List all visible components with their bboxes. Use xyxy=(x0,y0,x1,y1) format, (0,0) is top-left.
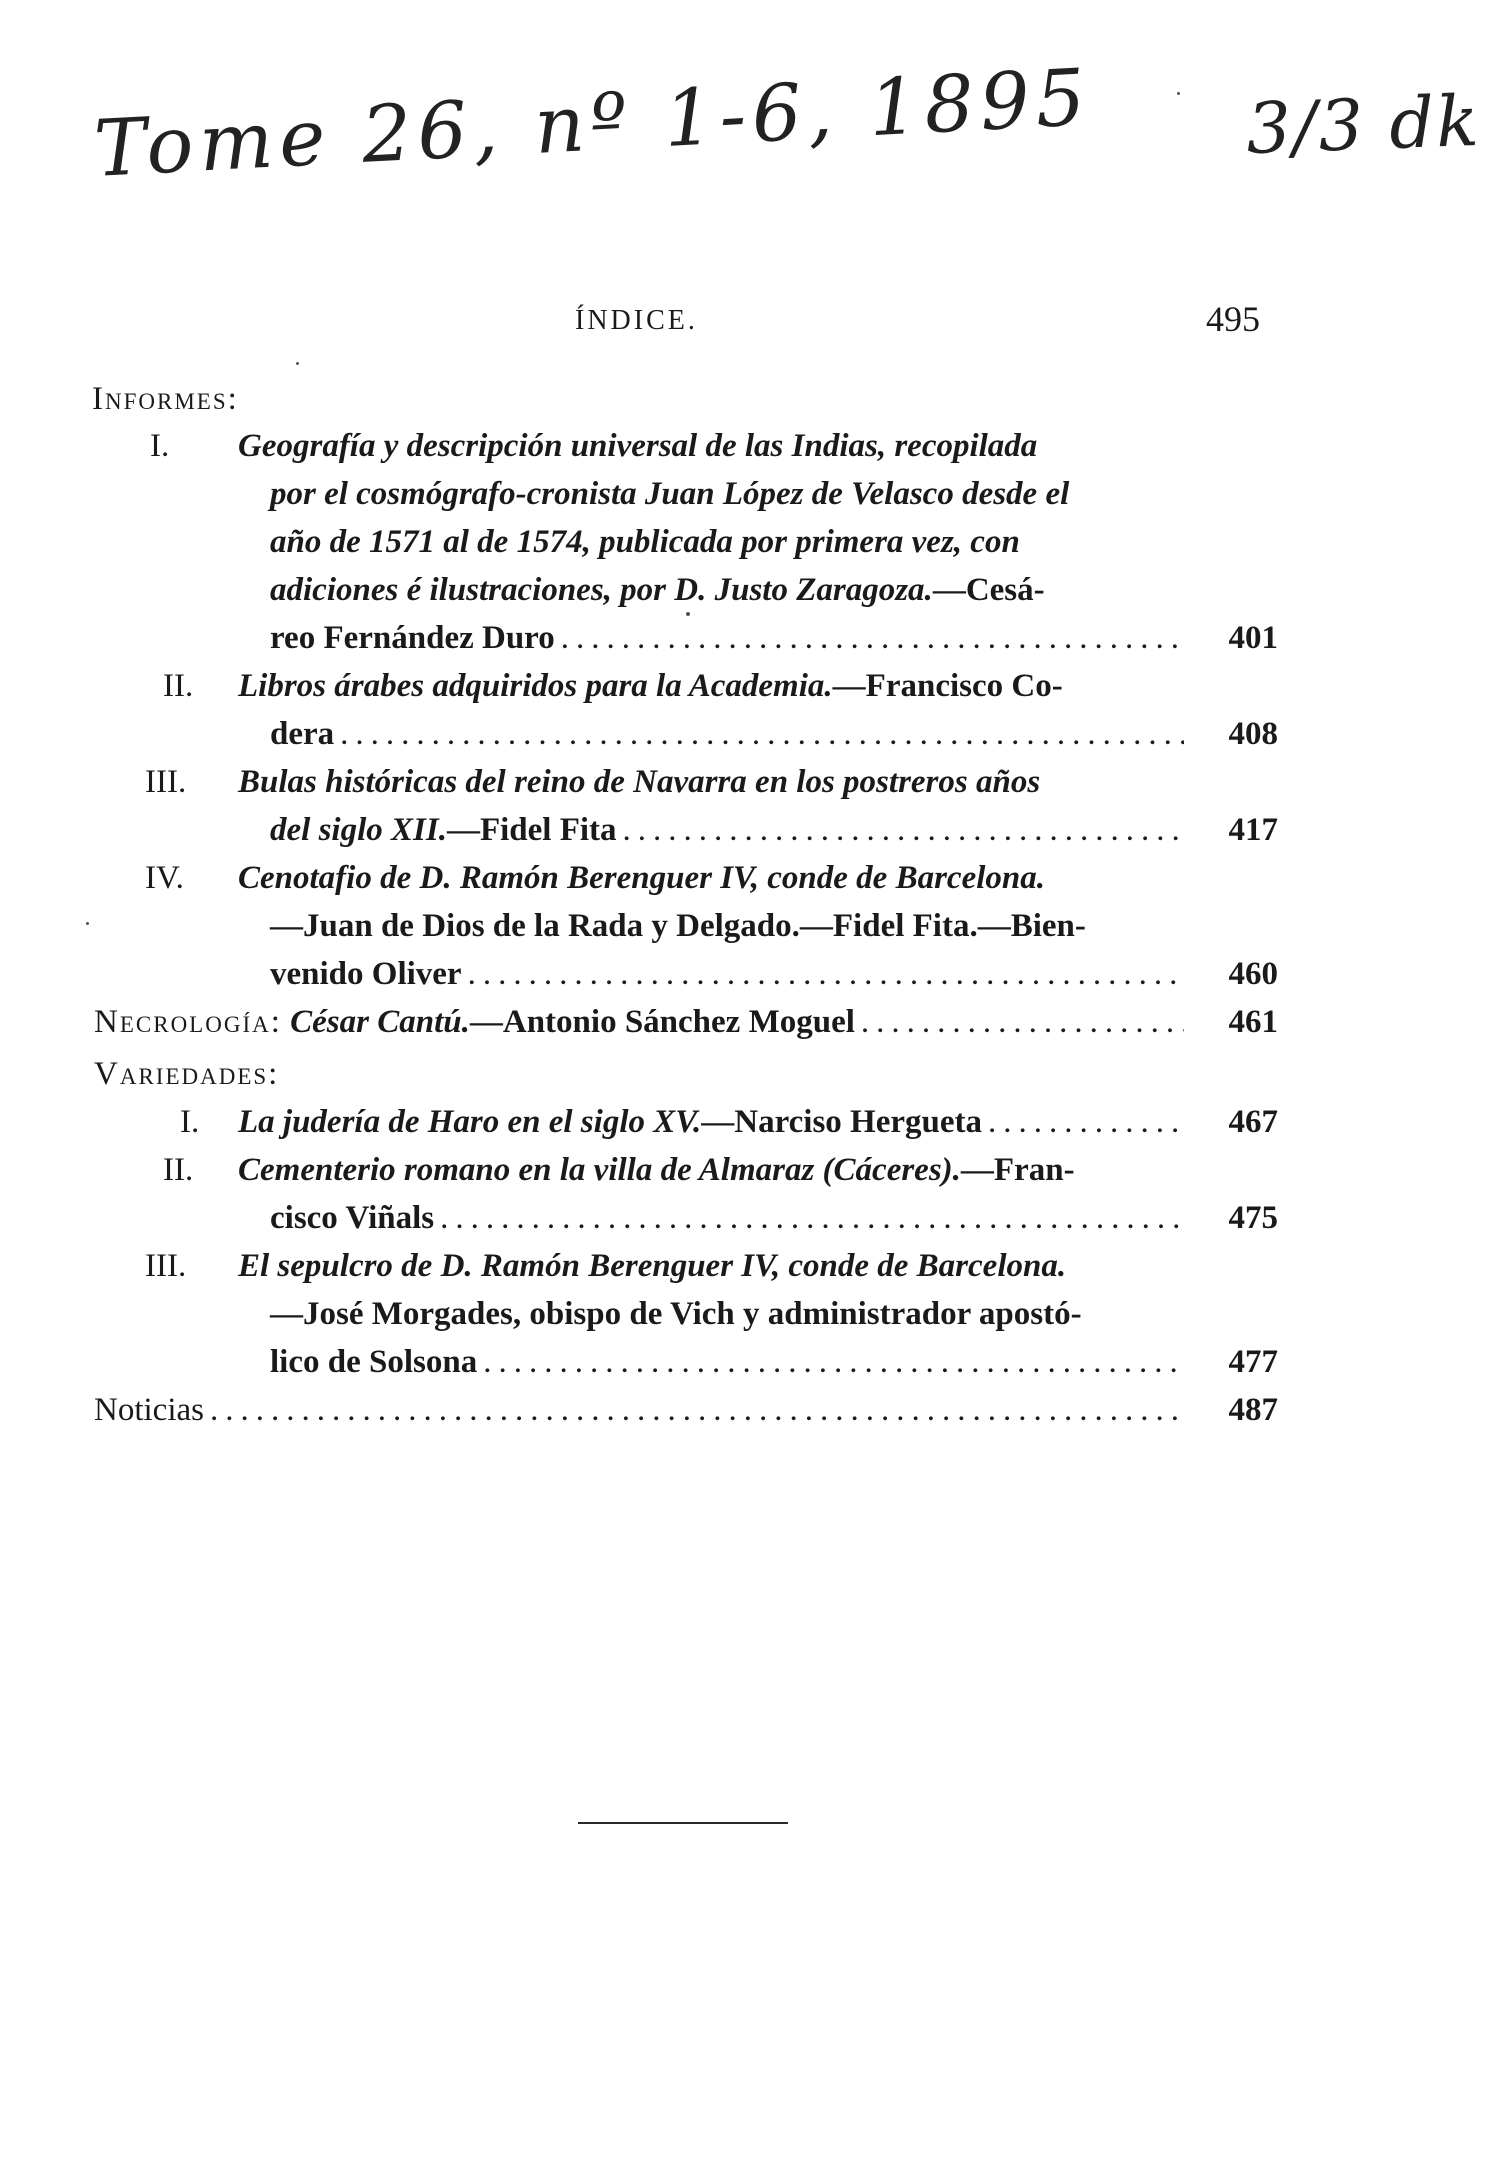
entry-title-line xyxy=(238,1101,1190,1143)
entry-number: III. xyxy=(145,1248,187,1284)
entry-page: 460 xyxy=(1228,956,1278,992)
entry-number: I. xyxy=(150,428,170,464)
entry-author-line xyxy=(270,1341,1190,1383)
entry-page: 461 xyxy=(1228,1004,1278,1040)
entry-author-line xyxy=(270,953,1190,995)
necrologia-entry xyxy=(94,1001,1190,1043)
entry-author-text: dera xyxy=(270,716,335,752)
entry-author-text: cisco Viñals xyxy=(270,1200,435,1236)
noticias-entry xyxy=(94,1389,1190,1431)
dot-leader xyxy=(623,809,1184,851)
entry-author-line: —José Morgades, obispo de Vich y administrador apostó- xyxy=(270,1296,1082,1332)
entry-author-text: venido Oliver xyxy=(270,956,462,992)
page-number: 495 xyxy=(1206,299,1260,339)
closing-rule xyxy=(578,1822,788,1824)
entry-title-line: Geografía y descripción universal de las Indias, recopilada xyxy=(238,428,1038,464)
entry-author-line xyxy=(270,713,1190,755)
entry-author-text: —Francisco Co- xyxy=(832,668,1063,704)
section-noticias: Noticias xyxy=(94,1392,204,1428)
entry-number: III. xyxy=(145,764,187,800)
entry-number: II. xyxy=(163,1152,194,1188)
entry-page: 417 xyxy=(1228,812,1278,848)
scan-speck xyxy=(1177,92,1180,95)
dot-leader xyxy=(483,1341,1184,1383)
entry-author-line xyxy=(270,1197,1190,1239)
entry-title-text: adiciones é ilustraciones, por D. Justo Zaragoza. xyxy=(270,572,933,608)
entry-author-line xyxy=(270,617,1190,659)
entry-title-text: La judería de Haro en el siglo XV. xyxy=(238,1104,702,1140)
entry-title-text: del siglo XII. xyxy=(270,812,447,848)
section-variedades: Variedades: xyxy=(94,1056,280,1092)
section-informes: Informes: xyxy=(92,381,239,417)
entry-author-text: —Fran- xyxy=(960,1152,1075,1188)
entry-title-line: por el cosmógrafo-cronista Juan López de Velasco desde el xyxy=(270,476,1070,512)
entry-title-line xyxy=(238,1149,1075,1191)
entry-title-text: Libros árabes adquiridos para la Academia. xyxy=(238,668,833,704)
dot-leader xyxy=(988,1101,1184,1143)
entry-title-line: Cenotafio de D. Ramón Berenguer IV, conde de Barcelona. xyxy=(238,860,1046,896)
entry-title-text: Cementerio romano en la villa de Almaraz (Cáceres). xyxy=(238,1152,961,1188)
handwritten-shelf-note: 3/3 dk xyxy=(1245,79,1482,170)
entry-title-line xyxy=(270,569,1045,611)
dot-leader xyxy=(440,1197,1184,1239)
entry-title-text: César Cantú. xyxy=(290,1004,470,1040)
entry-title-line: El sepulcro de D. Ramón Berenguer IV, conde de Barcelona. xyxy=(238,1248,1067,1284)
entry-page: 475 xyxy=(1228,1200,1278,1236)
dot-leader xyxy=(468,953,1184,995)
entry-number: IV. xyxy=(145,860,184,896)
dot-leader xyxy=(340,713,1184,755)
entry-page: 401 xyxy=(1228,620,1278,656)
entry-title-line: año de 1571 al de 1574, publicada por primera vez, con xyxy=(270,524,1020,560)
entry-author-line: —Juan de Dios de la Rada y Delgado.—Fidel Fita.—Bien- xyxy=(270,908,1086,944)
entry-author-text: lico de Solsona xyxy=(270,1344,478,1380)
dot-leader xyxy=(561,617,1184,659)
entry-page: 487 xyxy=(1228,1392,1278,1428)
entry-page: 408 xyxy=(1228,716,1278,752)
entry-title-line xyxy=(238,665,1063,707)
scan-speck xyxy=(86,922,89,925)
entry-author-text: —Antonio Sánchez Moguel xyxy=(469,1004,855,1040)
section-necrologia: Necrología: xyxy=(94,1004,282,1040)
entry-page: 467 xyxy=(1228,1104,1278,1140)
entry-number: I. xyxy=(180,1104,200,1140)
page-title: ÍNDICE. xyxy=(575,305,698,336)
entry-author-text: —Cesá- xyxy=(932,572,1045,608)
scan-speck xyxy=(296,362,299,365)
entry-author-line xyxy=(270,809,1190,851)
scan-speck xyxy=(686,612,690,616)
entry-number: II. xyxy=(163,668,194,704)
entry-page: 477 xyxy=(1228,1344,1278,1380)
handwritten-volume-note: Tome 26, nº 1-6, 1895 xyxy=(92,52,1094,195)
dot-leader xyxy=(210,1389,1184,1431)
entry-author-text: —Narciso Hergueta xyxy=(701,1104,983,1140)
dot-leader xyxy=(861,1001,1184,1043)
entry-author-text: —Fidel Fita xyxy=(446,812,617,848)
entry-title-line: Bulas históricas del reino de Navarra en los postreros años xyxy=(238,764,1041,800)
entry-author-text: reo Fernández Duro xyxy=(270,620,555,656)
